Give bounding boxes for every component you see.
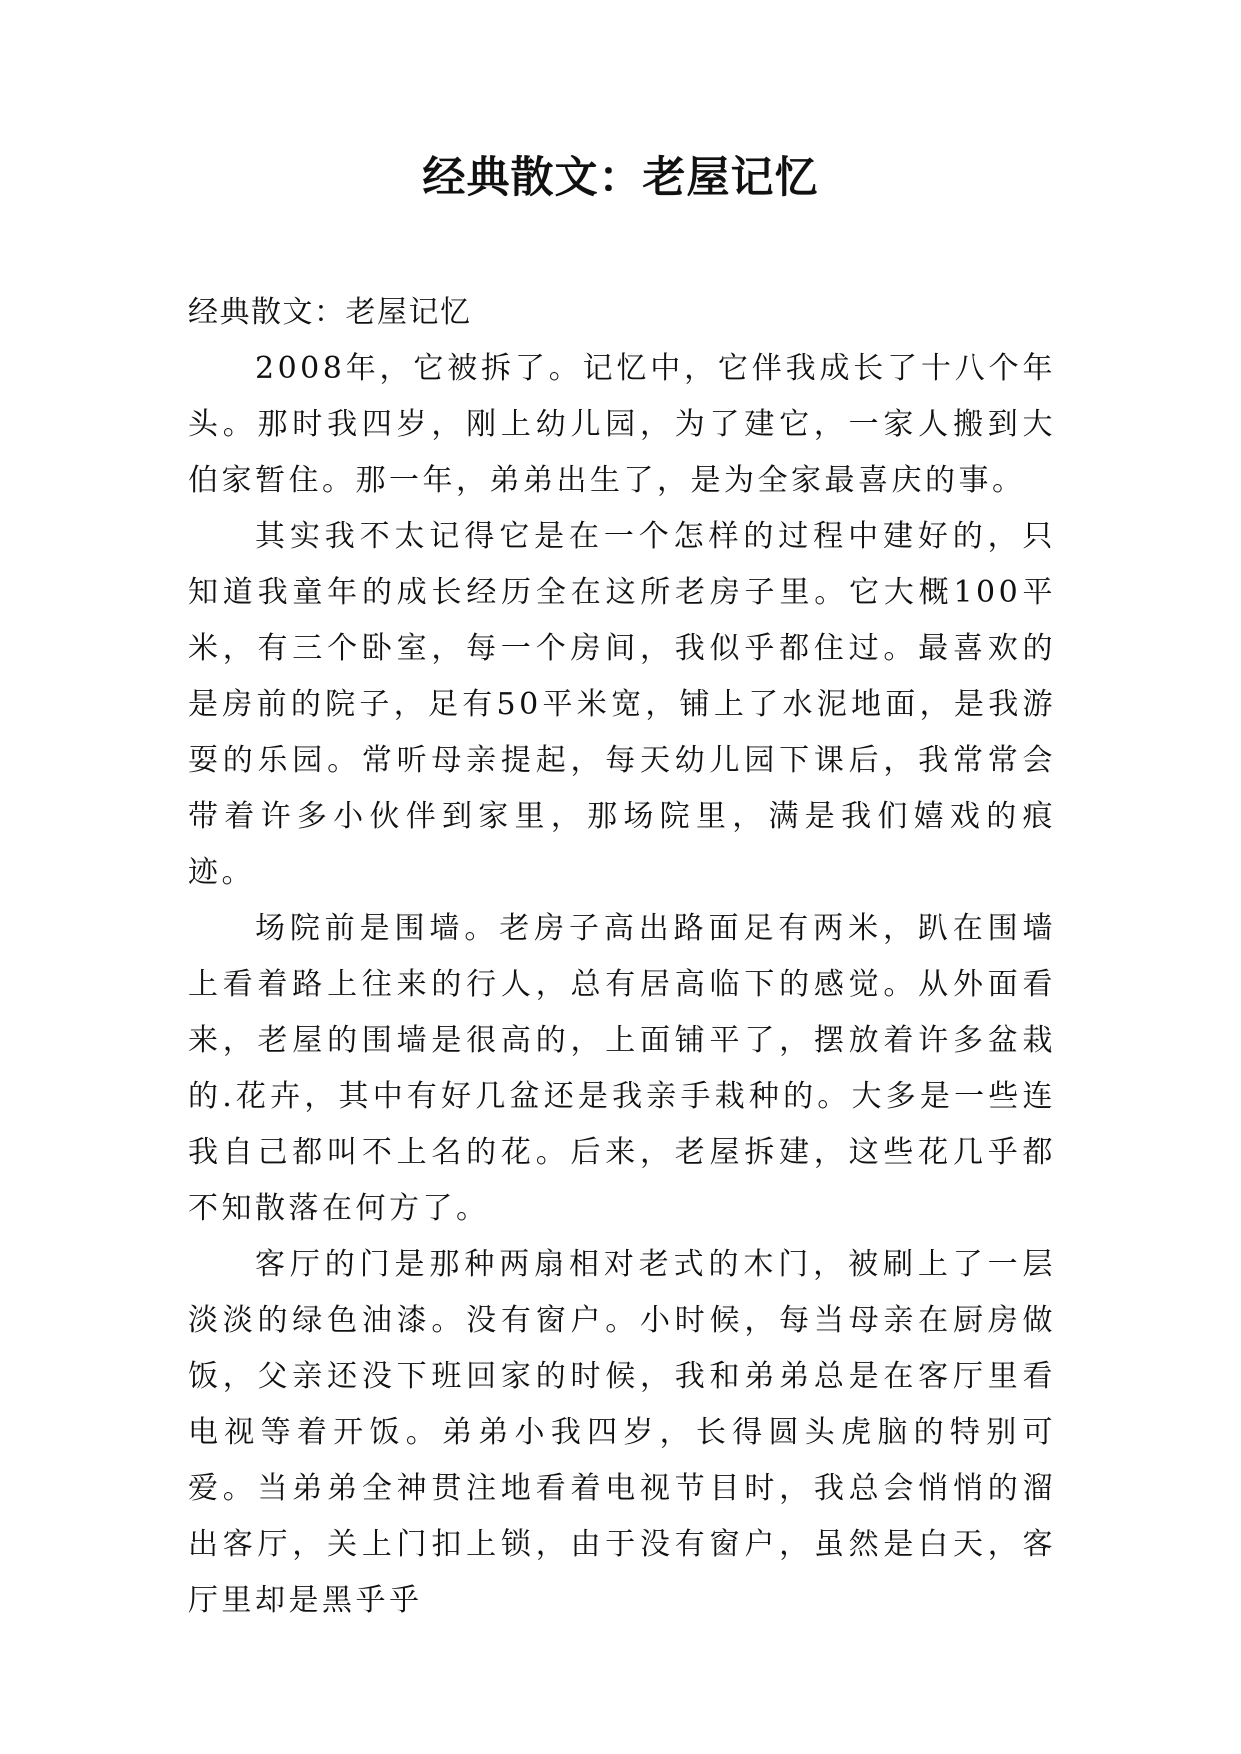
document-body bbox=[188, 285, 1056, 1629]
paragraph-1: 2008年，它被拆了。记忆中，它伴我成长了十八个年头。那时我四岁，刚上幼儿园，为了建它，一家人搬到大伯家暂住。那一年，弟弟出生了，是为全家最喜庆的事。 bbox=[188, 351, 1056, 498]
paragraph-4: 客厅的门是那种两扇相对老式的木门，被刷上了一层淡淡的绿色油漆。没有窗户。小时候，每当母亲在厨房做饭，父亲还没下班回家的时候，我和弟弟总是在客厅里看电视等着开饭。弟弟小我四岁，长得圆头虎脑的特别可爱。当弟弟全神贯注地看着电视节目时，我总会悄悄的溜出客厅，关上门扣上锁，由于没有窗户，虽然是白天，客厅里却是黑乎乎 bbox=[188, 1247, 1056, 1618]
paragraph-3: 场院前是围墙。老房子高出路面足有两米，趴在围墙上看着路上往来的行人，总有居高临下的感觉。从外面看来，老屋的围墙是很高的，上面铺平了，摆放着许多盆栽的.花卉，其中有好几盆还是我亲手栽种的。大多是一些连我自己都叫不上名的花。后来，老屋拆建，这些花几乎都不知散落在何方了。 bbox=[188, 911, 1056, 1226]
subtitle-line: 经典散文：老屋记忆 bbox=[188, 295, 472, 330]
paragraph-2: 其实我不太记得它是在一个怎样的过程中建好的，只知道我童年的成长经历全在这所老房子里。它大概100平米，有三个卧室，每一个房间，我似乎都住过。最喜欢的是房前的院子，足有50平米宽，铺上了水泥地面，是我游耍的乐园。常听母亲提起，每天幼儿园下课后，我常常会带着许多小伙伴到家里，那场院里，满是我们嬉戏的痕迹。 bbox=[188, 519, 1056, 890]
document-title: 经典散文：老屋记忆 bbox=[422, 153, 819, 203]
